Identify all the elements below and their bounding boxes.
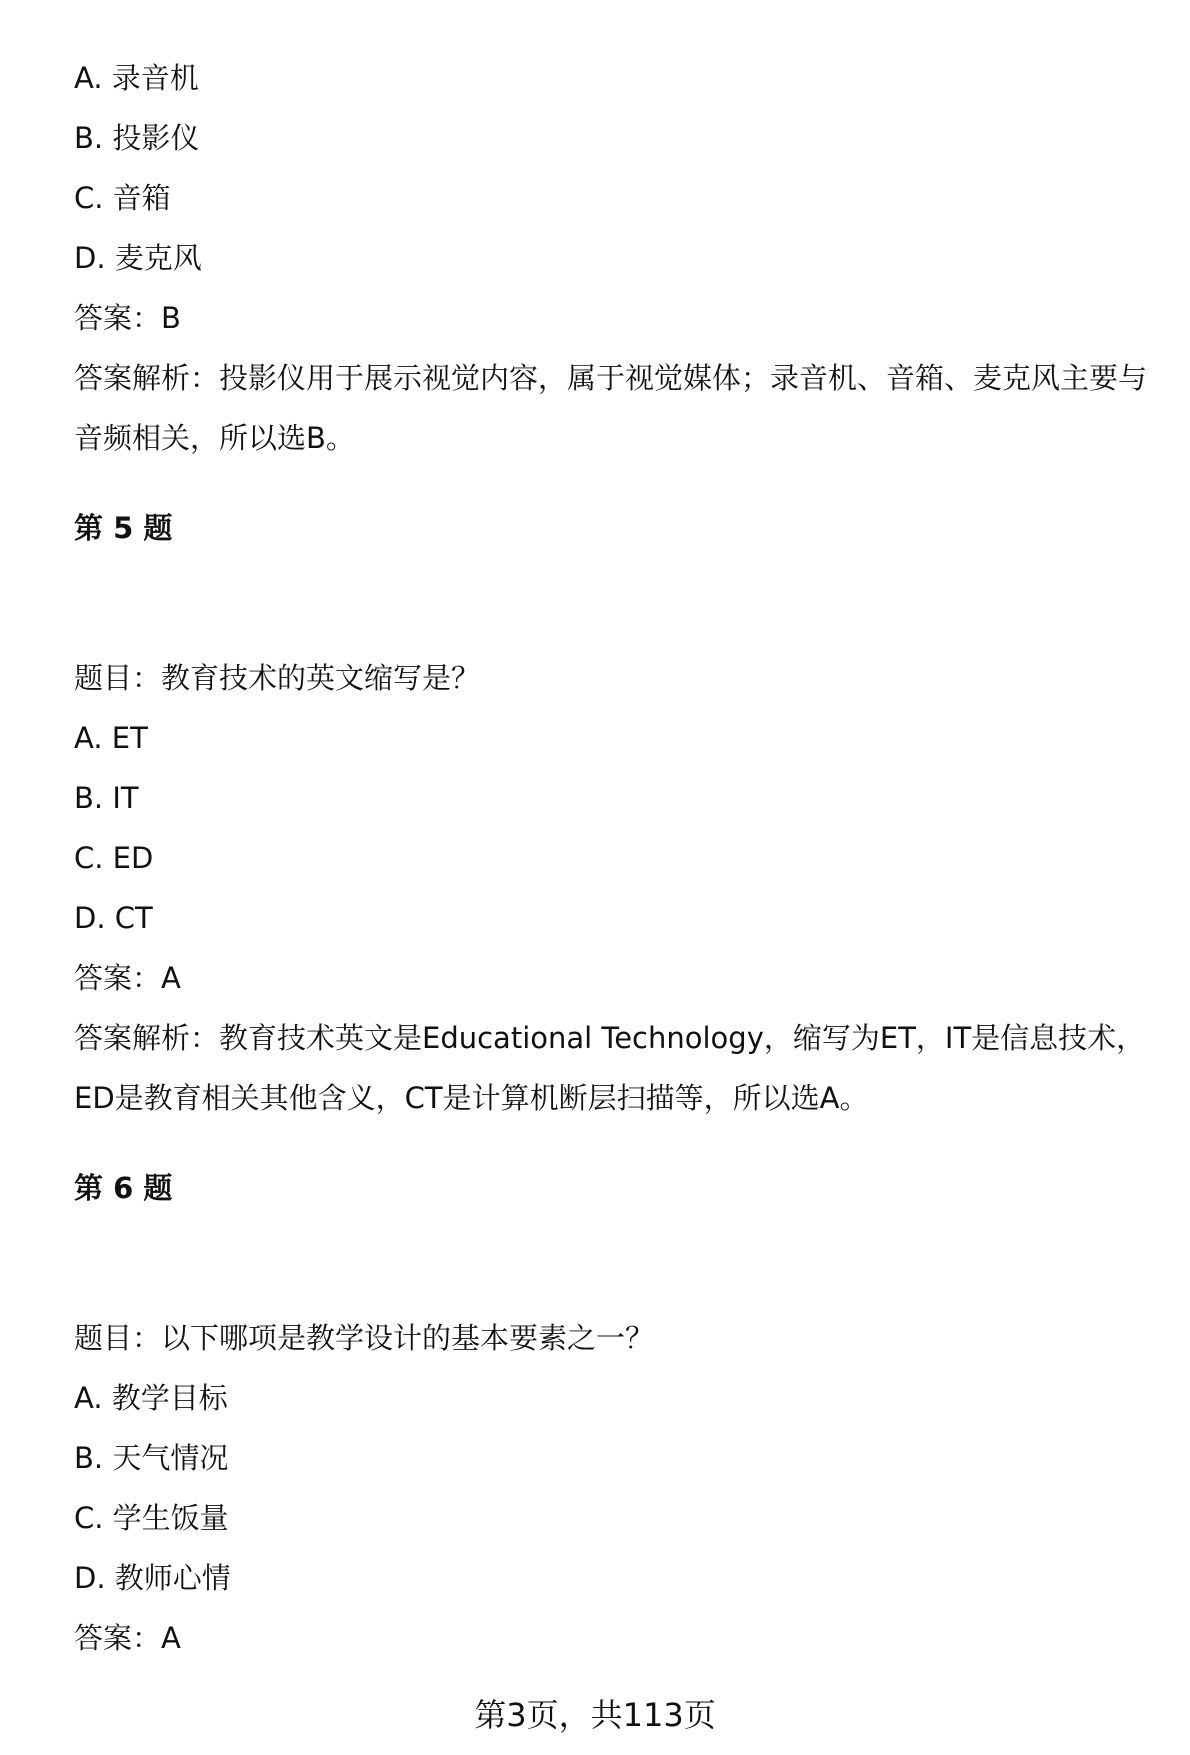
question-heading: 第 6 题 [74,1171,173,1205]
question-5 [74,498,1164,1128]
page-number-footer: 第3页，共113页 [474,1696,716,1734]
option-a: A. ET [74,721,148,755]
option-c: C. 学生饭量 [74,1501,229,1535]
document-page [74,48,1164,1668]
option-d: D. 麦克风 [74,241,202,275]
answer-analysis: 答案解析：投影仪用于展示视觉内容，属于视觉媒体；录音机、音箱、麦克风主要与音频相关，所以选B。 [74,361,1148,455]
answer: 答案：A [74,1621,181,1655]
option-d: D. CT [74,901,153,935]
answer: 答案：B [74,301,181,335]
option-b: B. 天气情况 [74,1441,229,1475]
question-heading: 第 5 题 [74,511,173,545]
option-c: C. 音箱 [74,181,171,215]
option-d: D. 教师心情 [74,1561,231,1595]
answer: 答案：A [74,961,181,995]
question-text: 题目：教育技术的英文缩写是？ [74,661,481,695]
question-text: 题目：以下哪项是教学设计的基本要素之一？ [74,1321,655,1355]
option-b: B. 投影仪 [74,121,200,155]
option-b: B. IT [74,781,139,815]
option-c: C. ED [74,841,154,875]
option-a: A. 教学目标 [74,1381,228,1415]
question-4-tail [74,48,1164,468]
question-6 [74,1158,1164,1668]
option-a: A. 录音机 [74,61,199,95]
answer-analysis: 答案解析：教育技术英文是Educational Technology，缩写为ET，IT是信息技术，ED是教育相关其他含义，CT是计算机断层扫描等，所以选A。 [74,1021,1146,1115]
